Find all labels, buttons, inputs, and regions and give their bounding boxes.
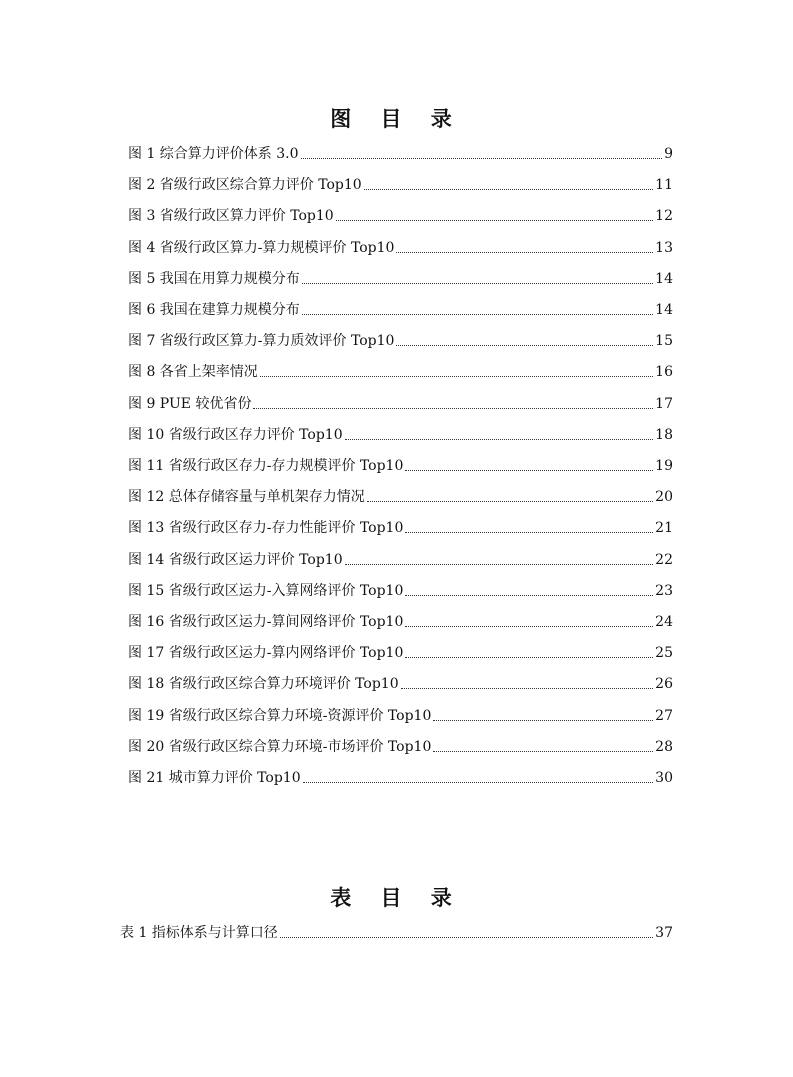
dot-leader <box>302 283 653 284</box>
toc-entry[interactable] <box>128 456 673 476</box>
toc-entry-page: 24 <box>655 614 673 630</box>
toc-entry-page: 16 <box>655 364 673 381</box>
toc-entry[interactable] <box>128 487 673 507</box>
dot-leader <box>345 439 654 440</box>
toc-entry-label: 图 8 各省上架率情况 <box>128 364 258 381</box>
dot-leader <box>405 532 653 533</box>
toc-entry[interactable] <box>128 581 673 601</box>
dot-leader <box>367 501 653 502</box>
toc-entry-page: 23 <box>655 582 673 599</box>
toc-entry[interactable] <box>128 269 673 289</box>
toc-entry[interactable] <box>128 674 673 694</box>
toc-entry-label: 图 1 综合算力评价体系 3.0 <box>128 146 299 162</box>
table-toc-title: 表 目 录 <box>330 886 463 910</box>
toc-entry-label: 图 3 省级行政区算力评价 Top10 <box>128 208 334 225</box>
toc-entry[interactable] <box>128 175 673 195</box>
toc-entry[interactable] <box>128 331 673 351</box>
toc-entry-label: 图 10 省级行政区存力评价 Top10 <box>128 426 343 443</box>
dot-leader <box>401 688 654 689</box>
toc-entry-page: 15 <box>655 333 673 350</box>
toc-entry-page: 18 <box>655 426 673 443</box>
toc-entry-page: 19 <box>655 458 673 474</box>
toc-entry-label: 图 15 省级行政区运力-入算网络评价 Top10 <box>128 582 404 599</box>
toc-entry[interactable] <box>128 425 673 445</box>
toc-entry[interactable] <box>128 144 673 164</box>
toc-entry-page: 13 <box>655 239 673 256</box>
toc-entry[interactable] <box>128 768 673 788</box>
dot-leader <box>396 345 653 346</box>
dot-leader <box>433 720 653 721</box>
dot-leader <box>405 595 653 596</box>
toc-entry[interactable] <box>128 550 673 570</box>
dot-leader <box>405 657 653 658</box>
toc-entry[interactable] <box>128 238 673 258</box>
toc-entry-page: 12 <box>655 208 673 225</box>
toc-entry[interactable] <box>128 518 673 538</box>
toc-entry-label: 图 17 省级行政区运力-算内网络评价 Top10 <box>128 645 404 662</box>
toc-entry-label: 图 20 省级行政区综合算力环境-市场评价 Top10 <box>128 738 432 755</box>
dot-leader <box>260 376 653 377</box>
dot-leader <box>253 408 653 409</box>
dot-leader <box>364 189 653 190</box>
toc-entry-label: 图 9 PUE 较优省份 <box>128 395 252 412</box>
toc-entry-label: 图 16 省级行政区运力-算间网络评价 Top10 <box>128 614 404 630</box>
toc-entry[interactable] <box>120 923 673 943</box>
dot-leader <box>301 158 663 159</box>
toc-entry-label: 图 14 省级行政区运力评价 Top10 <box>128 551 343 568</box>
toc-entry-label: 图 21 城市算力评价 Top10 <box>128 770 301 786</box>
toc-entry-label: 图 5 我国在用算力规模分布 <box>128 270 300 287</box>
toc-entry-label: 图 13 省级行政区存力-存力性能评价 Top10 <box>128 520 404 537</box>
toc-entry-page: 14 <box>655 302 673 318</box>
toc-entry[interactable] <box>128 706 673 726</box>
toc-entry-label: 图 7 省级行政区算力-算力质效评价 Top10 <box>128 333 395 350</box>
toc-entry-page: 25 <box>655 645 673 662</box>
toc-entry[interactable] <box>128 737 673 757</box>
toc-entry[interactable] <box>128 612 673 632</box>
toc-entry-page: 28 <box>655 738 673 755</box>
toc-entry[interactable] <box>128 300 673 320</box>
toc-entry[interactable] <box>128 362 673 382</box>
toc-entry-page: 17 <box>655 395 673 412</box>
dot-leader <box>302 314 653 315</box>
toc-entry-label: 图 12 总体存储容量与单机架存力情况 <box>128 489 365 506</box>
toc-entry-page: 9 <box>664 146 673 162</box>
toc-entry-page: 14 <box>655 270 673 287</box>
dot-leader <box>280 937 653 938</box>
toc-entry[interactable] <box>128 643 673 663</box>
toc-entry-page: 26 <box>655 676 673 693</box>
dot-leader <box>336 220 653 221</box>
toc-entry-page: 27 <box>655 707 673 724</box>
toc-entry-page: 21 <box>655 520 673 537</box>
dot-leader <box>405 626 653 627</box>
toc-entry[interactable] <box>128 394 673 414</box>
dot-leader <box>303 782 654 783</box>
toc-entry-page: 30 <box>655 770 673 786</box>
toc-entry-label: 图 2 省级行政区综合算力评价 Top10 <box>128 177 362 194</box>
dot-leader <box>345 564 654 565</box>
dot-leader <box>433 751 653 752</box>
toc-entry-page: 11 <box>655 177 673 194</box>
toc-entry-label: 图 18 省级行政区综合算力环境评价 Top10 <box>128 676 399 693</box>
toc-entry-label: 图 6 我国在建算力规模分布 <box>128 302 300 318</box>
dot-leader <box>405 470 653 471</box>
toc-entry-page: 22 <box>655 551 673 568</box>
toc-entry-label: 图 11 省级行政区存力-存力规模评价 Top10 <box>128 458 404 474</box>
dot-leader <box>396 252 653 253</box>
toc-entry-label: 表 1 指标体系与计算口径 <box>120 925 278 941</box>
toc-entry-page: 37 <box>655 925 673 941</box>
toc-entry-label: 图 19 省级行政区综合算力环境-资源评价 Top10 <box>128 707 432 724</box>
toc-entry[interactable] <box>128 206 673 226</box>
figure-toc-title: 图 目 录 <box>330 107 463 131</box>
toc-entry-label: 图 4 省级行政区算力-算力规模评价 Top10 <box>128 239 395 256</box>
toc-entry-page: 20 <box>655 489 673 506</box>
